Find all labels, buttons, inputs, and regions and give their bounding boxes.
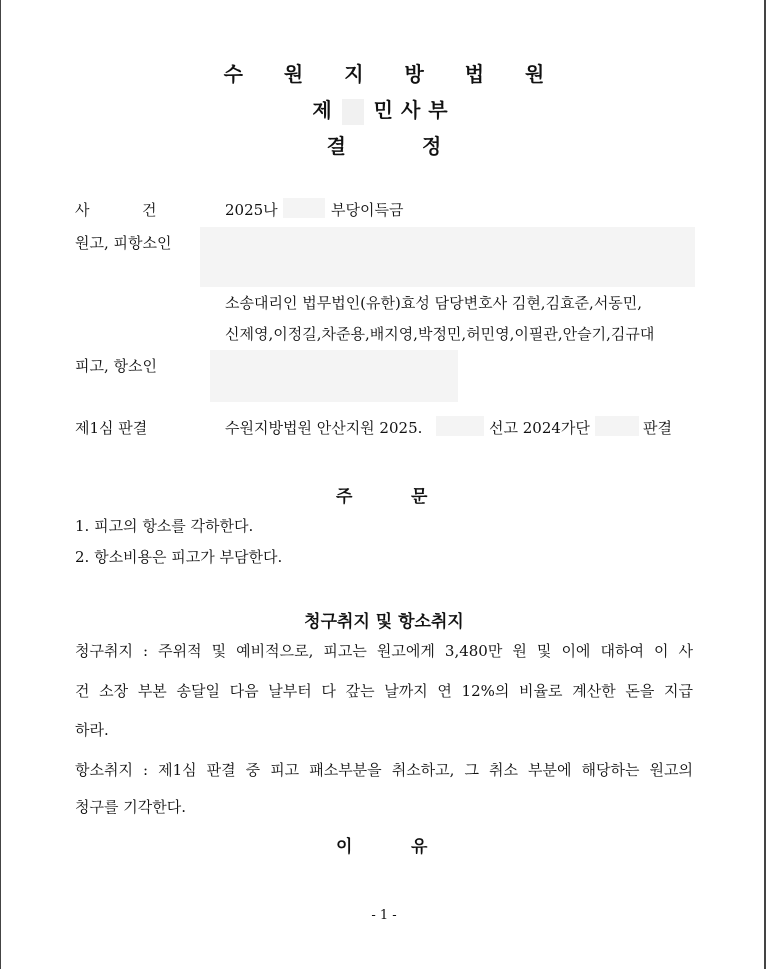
case-number: 2025나 <box>225 201 278 219</box>
first-instance-court-date: 수원지방법원 안산지원 2025. <box>225 419 423 437</box>
order-item-1: 1. 피고의 항소를 각하한다. <box>75 517 254 535</box>
plaintiff-label: 원고, 피항소인 <box>75 234 172 252</box>
division-suffix: 민사부 <box>373 98 456 122</box>
case-name: 부당이득금 <box>331 201 404 219</box>
case-label: 사 건 <box>75 201 157 219</box>
appeal-line-1: 항소취지 : 제1심 판결 중 피고 패소부분을 취소하고, 그 취소 부분에 해당하는 원고의 <box>75 761 693 779</box>
claims-heading: 청구취지 및 항소취지 <box>304 612 464 632</box>
order-item-2: 2. 항소비용은 피고가 부담한다. <box>75 548 283 566</box>
redacted-defendant-info <box>210 350 458 402</box>
redacted-first-case-number <box>595 416 639 436</box>
redacted-date <box>436 416 484 436</box>
order-heading-1: 주 <box>336 487 353 507</box>
counsel-line-1: 소송대리인 법무법인(유한)효성 담당변호사 김현,김효준,서동민, <box>225 294 643 312</box>
first-instance-case: 선고 2024가단 <box>489 419 590 437</box>
document-type <box>0 130 768 159</box>
claim-line-3: 하라. <box>75 721 109 739</box>
decision-char-2: 정 <box>422 134 442 158</box>
redacted-division-number <box>342 99 364 125</box>
counsel-line-2: 신제영,이정길,차준용,배지영,박정민,허민영,이필관,안슬기,김규대 <box>225 325 655 343</box>
division-prefix: 제 <box>312 98 332 122</box>
court-name: 수 원 지 방 법 원 <box>223 62 562 86</box>
order-heading-2: 문 <box>411 487 428 507</box>
claim-line-2: 건 소장 부본 송달일 다음 날부터 다 갚는 날까지 연 12%의 비율로 계산한 돈을 지급 <box>75 682 693 700</box>
page-number: - 1 - <box>371 908 397 923</box>
division-name <box>0 94 768 125</box>
appeal-line-2: 청구를 기각한다. <box>75 798 186 816</box>
redacted-case-number <box>283 198 325 218</box>
claim-line-1: 청구취지 : 주위적 및 예비적으로, 피고는 원고에게 3,480만 원 및 이에 대하여 이 사 <box>75 642 693 660</box>
reasons-heading-2: 유 <box>411 837 428 857</box>
decision-char-1: 결 <box>326 134 346 158</box>
redacted-plaintiff-info <box>200 227 695 287</box>
first-instance-label: 제1심 판결 <box>75 419 148 437</box>
defendant-label: 피고, 항소인 <box>75 357 157 375</box>
first-instance-judgment: 판결 <box>643 419 672 437</box>
reasons-heading-1: 이 <box>336 837 353 857</box>
